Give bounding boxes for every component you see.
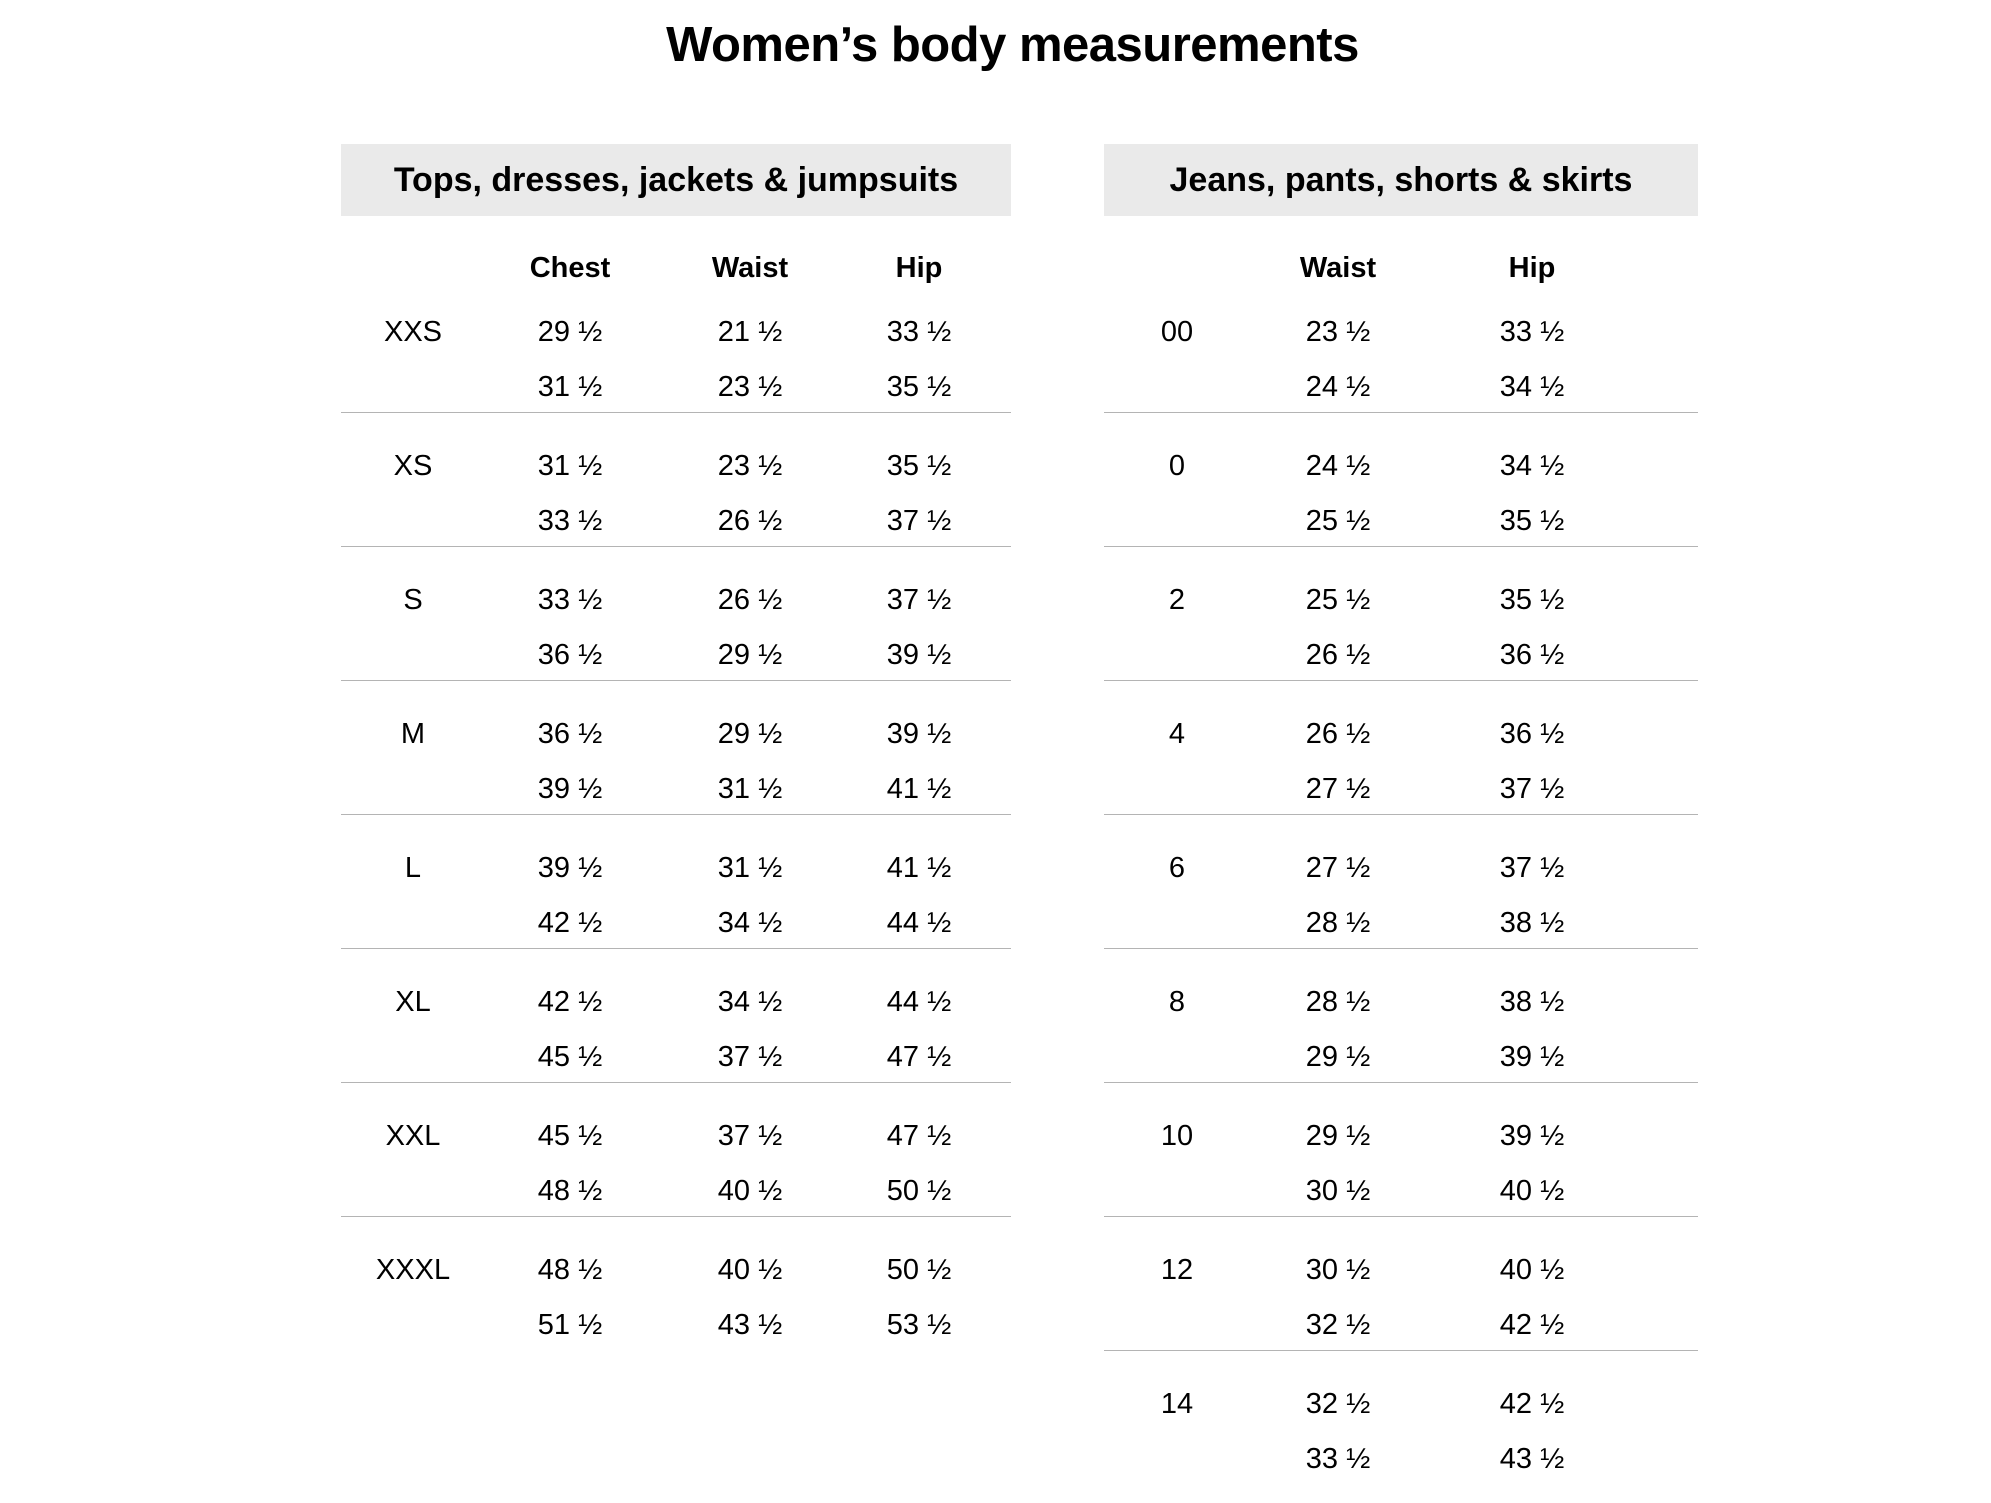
tops-size-label: L [404, 852, 422, 884]
row-divider [1104, 1350, 1698, 1351]
row-divider [1104, 546, 1698, 547]
bottoms-waist-max-value: 27 ½ [1305, 773, 1371, 805]
bottoms-hip-min-value: 33 ½ [1499, 316, 1565, 348]
bottoms-hip-max-value: 37 ½ [1499, 773, 1565, 805]
bottoms-size-label: 10 [1160, 1120, 1194, 1152]
tops-size-label: XL [395, 986, 431, 1018]
bottoms-size-label: 12 [1160, 1254, 1194, 1286]
row-divider [341, 680, 1011, 681]
tops-waist-max-value: 37 ½ [717, 1041, 783, 1073]
bottoms-waist-min-value: 23 ½ [1305, 316, 1371, 348]
bottoms-hip-max-value: 36 ½ [1499, 639, 1565, 671]
bottoms-waist-min-value: 30 ½ [1305, 1254, 1371, 1286]
bottoms-waist-max-value: 26 ½ [1305, 639, 1371, 671]
row-divider [341, 1216, 1011, 1217]
row-divider [1104, 814, 1698, 815]
bottoms-hip-max-value: 35 ½ [1499, 505, 1565, 537]
tops-hip-min-value: 39 ½ [886, 718, 952, 750]
tops-hip-max-value: 47 ½ [886, 1041, 952, 1073]
tops-chest-min-value: 48 ½ [537, 1254, 603, 1286]
bottoms-waist-min-value: 26 ½ [1305, 718, 1371, 750]
tops-waist-min-value: 26 ½ [717, 584, 783, 616]
row-divider [341, 948, 1011, 949]
bottoms-hip-max-value: 42 ½ [1499, 1309, 1565, 1341]
tops-hip-min-value: 47 ½ [886, 1120, 952, 1152]
row-divider [1104, 412, 1698, 413]
bottoms-size-label: 2 [1168, 584, 1186, 616]
bottoms-column-header-waist: Waist [1299, 252, 1377, 284]
bottoms-size-label: 00 [1160, 316, 1194, 348]
tops-chest-max-value: 31 ½ [537, 371, 603, 403]
bottoms-table-header: Jeans, pants, shorts & skirts [1104, 144, 1698, 216]
bottoms-size-label: 6 [1168, 852, 1186, 884]
bottoms-size-label: 0 [1168, 450, 1186, 482]
tops-hip-max-value: 39 ½ [886, 639, 952, 671]
tops-waist-max-value: 29 ½ [717, 639, 783, 671]
row-divider [1104, 680, 1698, 681]
bottoms-hip-max-value: 40 ½ [1499, 1175, 1565, 1207]
bottoms-waist-min-value: 32 ½ [1305, 1388, 1371, 1420]
tops-chest-max-value: 42 ½ [537, 907, 603, 939]
tops-waist-min-value: 34 ½ [717, 986, 783, 1018]
tops-waist-max-value: 43 ½ [717, 1309, 783, 1341]
bottoms-hip-min-value: 38 ½ [1499, 986, 1565, 1018]
tops-waist-min-value: 29 ½ [717, 718, 783, 750]
tops-chest-max-value: 33 ½ [537, 505, 603, 537]
tops-size-label: M [400, 718, 426, 750]
bottoms-hip-min-value: 34 ½ [1499, 450, 1565, 482]
tops-hip-max-value: 35 ½ [886, 371, 952, 403]
row-divider [341, 546, 1011, 547]
tops-hip-min-value: 35 ½ [886, 450, 952, 482]
row-divider [1104, 948, 1698, 949]
bottoms-hip-max-value: 39 ½ [1499, 1041, 1565, 1073]
bottoms-waist-min-value: 28 ½ [1305, 986, 1371, 1018]
bottoms-waist-max-value: 28 ½ [1305, 907, 1371, 939]
row-divider [341, 1082, 1011, 1083]
tops-chest-max-value: 45 ½ [537, 1041, 603, 1073]
bottoms-size-label: 4 [1168, 718, 1186, 750]
bottoms-hip-min-value: 35 ½ [1499, 584, 1565, 616]
tops-chest-max-value: 36 ½ [537, 639, 603, 671]
bottoms-waist-max-value: 25 ½ [1305, 505, 1371, 537]
row-divider [1104, 1216, 1698, 1217]
tops-column-header-hip: Hip [895, 252, 943, 284]
bottoms-waist-max-value: 30 ½ [1305, 1175, 1371, 1207]
tops-hip-max-value: 44 ½ [886, 907, 952, 939]
tops-waist-max-value: 23 ½ [717, 371, 783, 403]
bottoms-waist-max-value: 32 ½ [1305, 1309, 1371, 1341]
row-divider [341, 814, 1011, 815]
tops-hip-min-value: 44 ½ [886, 986, 952, 1018]
tops-size-label: XS [393, 450, 433, 482]
tops-chest-max-value: 39 ½ [537, 773, 603, 805]
tops-size-table [341, 144, 1011, 1364]
row-divider [341, 412, 1011, 413]
bottoms-waist-min-value: 29 ½ [1305, 1120, 1371, 1152]
tops-hip-max-value: 37 ½ [886, 505, 952, 537]
bottoms-size-table [1104, 144, 1698, 1503]
tops-chest-min-value: 45 ½ [537, 1120, 603, 1152]
tops-hip-min-value: 41 ½ [886, 852, 952, 884]
tops-chest-min-value: 33 ½ [537, 584, 603, 616]
tops-chest-max-value: 48 ½ [537, 1175, 603, 1207]
tops-waist-min-value: 37 ½ [717, 1120, 783, 1152]
bottoms-hip-max-value: 38 ½ [1499, 907, 1565, 939]
bottoms-waist-max-value: 29 ½ [1305, 1041, 1371, 1073]
bottoms-waist-max-value: 24 ½ [1305, 371, 1371, 403]
tops-chest-min-value: 36 ½ [537, 718, 603, 750]
tops-waist-max-value: 31 ½ [717, 773, 783, 805]
tops-waist-min-value: 40 ½ [717, 1254, 783, 1286]
bottoms-waist-min-value: 27 ½ [1305, 852, 1371, 884]
tops-size-label: S [403, 584, 423, 616]
bottoms-size-label: 14 [1160, 1388, 1194, 1420]
bottoms-hip-min-value: 36 ½ [1499, 718, 1565, 750]
tops-waist-min-value: 21 ½ [717, 316, 783, 348]
tops-size-label: XXL [385, 1120, 441, 1152]
tops-table-header: Tops, dresses, jackets & jumpsuits [341, 144, 1011, 216]
bottoms-waist-min-value: 25 ½ [1305, 584, 1371, 616]
tops-chest-min-value: 42 ½ [537, 986, 603, 1018]
bottoms-hip-min-value: 40 ½ [1499, 1254, 1565, 1286]
tops-hip-max-value: 41 ½ [886, 773, 952, 805]
tops-hip-min-value: 37 ½ [886, 584, 952, 616]
tops-hip-max-value: 53 ½ [886, 1309, 952, 1341]
tops-chest-min-value: 29 ½ [537, 316, 603, 348]
tops-hip-min-value: 33 ½ [886, 316, 952, 348]
bottoms-size-label: 8 [1168, 986, 1186, 1018]
tops-chest-min-value: 31 ½ [537, 450, 603, 482]
tops-chest-min-value: 39 ½ [537, 852, 603, 884]
bottoms-hip-min-value: 37 ½ [1499, 852, 1565, 884]
tops-waist-max-value: 26 ½ [717, 505, 783, 537]
page-title: Women’s body measurements [666, 18, 1359, 72]
bottoms-waist-min-value: 24 ½ [1305, 450, 1371, 482]
tops-hip-max-value: 50 ½ [886, 1175, 952, 1207]
bottoms-hip-min-value: 39 ½ [1499, 1120, 1565, 1152]
tops-size-label: XXS [383, 316, 443, 348]
tops-waist-min-value: 23 ½ [717, 450, 783, 482]
tops-chest-max-value: 51 ½ [537, 1309, 603, 1341]
bottoms-column-header-hip: Hip [1508, 252, 1556, 284]
tops-size-label: XXXL [375, 1254, 451, 1286]
row-divider [1104, 1082, 1698, 1083]
tops-waist-max-value: 34 ½ [717, 907, 783, 939]
bottoms-hip-min-value: 42 ½ [1499, 1388, 1565, 1420]
bottoms-waist-max-value: 33 ½ [1305, 1443, 1371, 1475]
tops-hip-min-value: 50 ½ [886, 1254, 952, 1286]
tops-waist-min-value: 31 ½ [717, 852, 783, 884]
tops-column-header-waist: Waist [711, 252, 789, 284]
bottoms-hip-max-value: 34 ½ [1499, 371, 1565, 403]
tops-column-header-chest: Chest [529, 252, 611, 284]
bottoms-hip-max-value: 43 ½ [1499, 1443, 1565, 1475]
tops-waist-max-value: 40 ½ [717, 1175, 783, 1207]
